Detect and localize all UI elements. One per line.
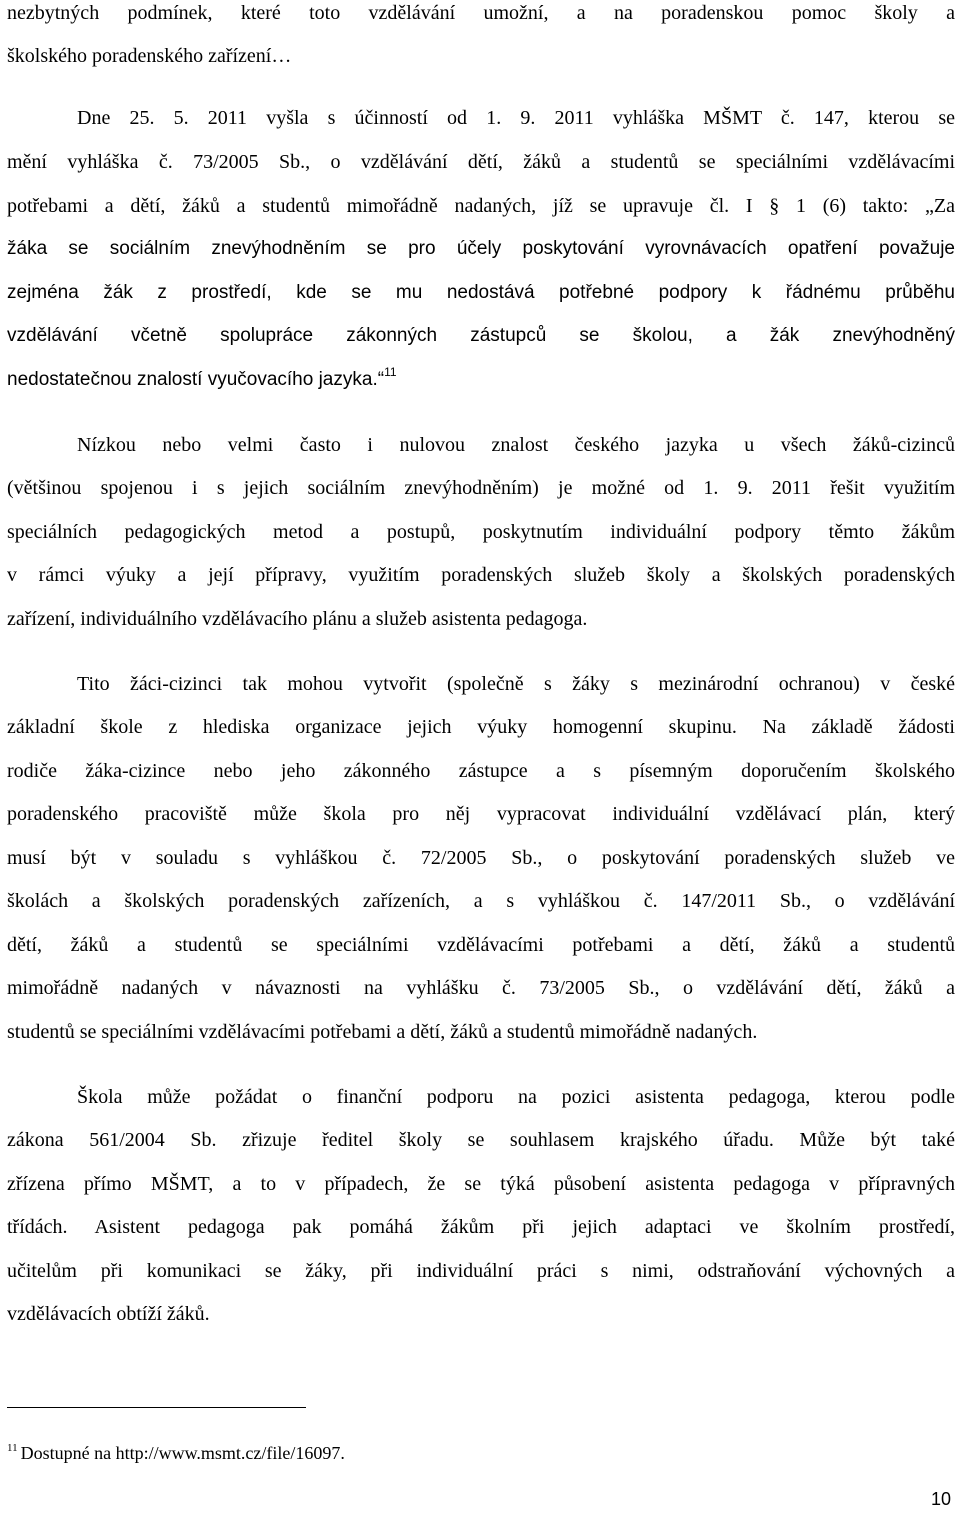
text-line: mimořádně nadaných v návaznosti na vyhlášku č. 73/2005 Sb., o vzdělávání dětí, žáků a — [7, 977, 955, 999]
quote-last-line — [7, 367, 397, 393]
text-line: Tito žáci-cizinci tak mohou vytvořit (společně s žáky s mezinárodní ochranou) v české — [77, 673, 955, 695]
footnote-separator — [7, 1407, 306, 1408]
text-line: Dne 25. 5. 2011 vyšla s účinností od 1. 9. 2011 vyhláška MŠMT č. 147, kterou se — [77, 107, 955, 129]
text-line: Škola může požádat o finanční podporu na pozici asistenta pedagoga, kterou podle — [77, 1086, 955, 1108]
text-line: studentů se speciálními vzdělávacími potřebami a dětí, žáků a studentů mimořádně nadaných. — [7, 1021, 758, 1043]
text-line: Nízkou nebo velmi často i nulovou znalost českého jazyka u všech žáků-cizinců — [77, 434, 955, 456]
text-line: nezbytných podmínek, které toto vzdělávání umožní, a na poradenskou pomoc školy a — [7, 2, 955, 24]
footnote-number: 11 — [7, 1442, 18, 1454]
text-line: dětí, žáků a studentů se speciálními vzdělávacími potřebami a dětí, žáků a studentů — [7, 934, 955, 956]
text-line: školách a školských poradenských zařízeních, a s vyhláškou č. 147/2011 Sb., o vzdělávání — [7, 890, 955, 912]
text-line: speciálních pedagogických metod a postupů, poskytnutím individuální podpory těmto žákům — [7, 521, 955, 543]
text-line: potřebami a dětí, žáků a studentů mimořádně nadaných, jíž se upravuje čl. I § 1 (6) takto: „Za — [7, 195, 955, 217]
text-line: vzdělávacích obtíží žáků. — [7, 1303, 210, 1325]
text-line: třídách. Asistent pedagoga pak pomáhá žákům při jejich adaptaci ve školním prostředí, — [7, 1216, 955, 1238]
footnote-reference[interactable]: 11 — [384, 365, 397, 379]
text-line: zařízení, individuálního vzdělávacího plánu a služeb asistenta pedagoga. — [7, 608, 588, 630]
text-line: zákona 561/2004 Sb. zřizuje ředitel školy se souhlasem krajského úřadu. Může být také — [7, 1129, 955, 1151]
text-line: zejména žák z prostředí, kde se mu nedostává potřebné podpory k řádnému průběhu — [7, 282, 955, 303]
text-line: nedostatečnou znalostí vyučovacího jazyka.“ — [7, 369, 385, 390]
text-line: v rámci výuky a její přípravy, využitím poradenských služeb školy a školských poradenských — [7, 564, 955, 586]
text-line: rodiče žáka-cizince nebo jeho zákonného zástupce a s písemným doporučením školského — [7, 760, 955, 782]
text-line: školského poradenského zařízení… — [7, 45, 292, 67]
text-line: poradenského pracoviště může škola pro něj vypracovat individuální vzdělávací plán, který — [7, 803, 955, 825]
text-line: základní škole z hlediska organizace jejich výuky homogenní skupinu. Na základě žádosti — [7, 716, 955, 738]
text-line: musí být v souladu s vyhláškou č. 72/2005 Sb., o poskytování poradenských služeb ve — [7, 847, 955, 869]
text-line: žáka se sociálním znevýhodněním se pro účely poskytování vyrovnávacích opatření považuje — [7, 238, 955, 259]
text-line: mění vyhláška č. 73/2005 Sb., o vzdělávání dětí, žáků a studentů se speciálními vzdělávacími — [7, 151, 955, 173]
text-line: vzdělávání včetně spolupráce zákonných zástupců se školou, a žák znevýhodněný — [7, 325, 955, 346]
page-number: 10 — [930, 1489, 951, 1509]
footnote-text[interactable]: Dostupné na http://www.msmt.cz/file/16097. — [20, 1443, 345, 1463]
text-line: zřízena přímo MŠMT, a to v případech, že se týká působení asistenta pedagoga v přípravných — [7, 1173, 955, 1195]
text-line: (většinou spojenou i s jejich sociálním znevýhodněním) je možné od 1. 9. 2011 řešit využitím — [7, 477, 955, 499]
text-line: učitelům při komunikaci se žáky, při individuální práci s nimi, odstraňování výchovných a — [7, 1260, 955, 1282]
footnote — [7, 1442, 345, 1464]
